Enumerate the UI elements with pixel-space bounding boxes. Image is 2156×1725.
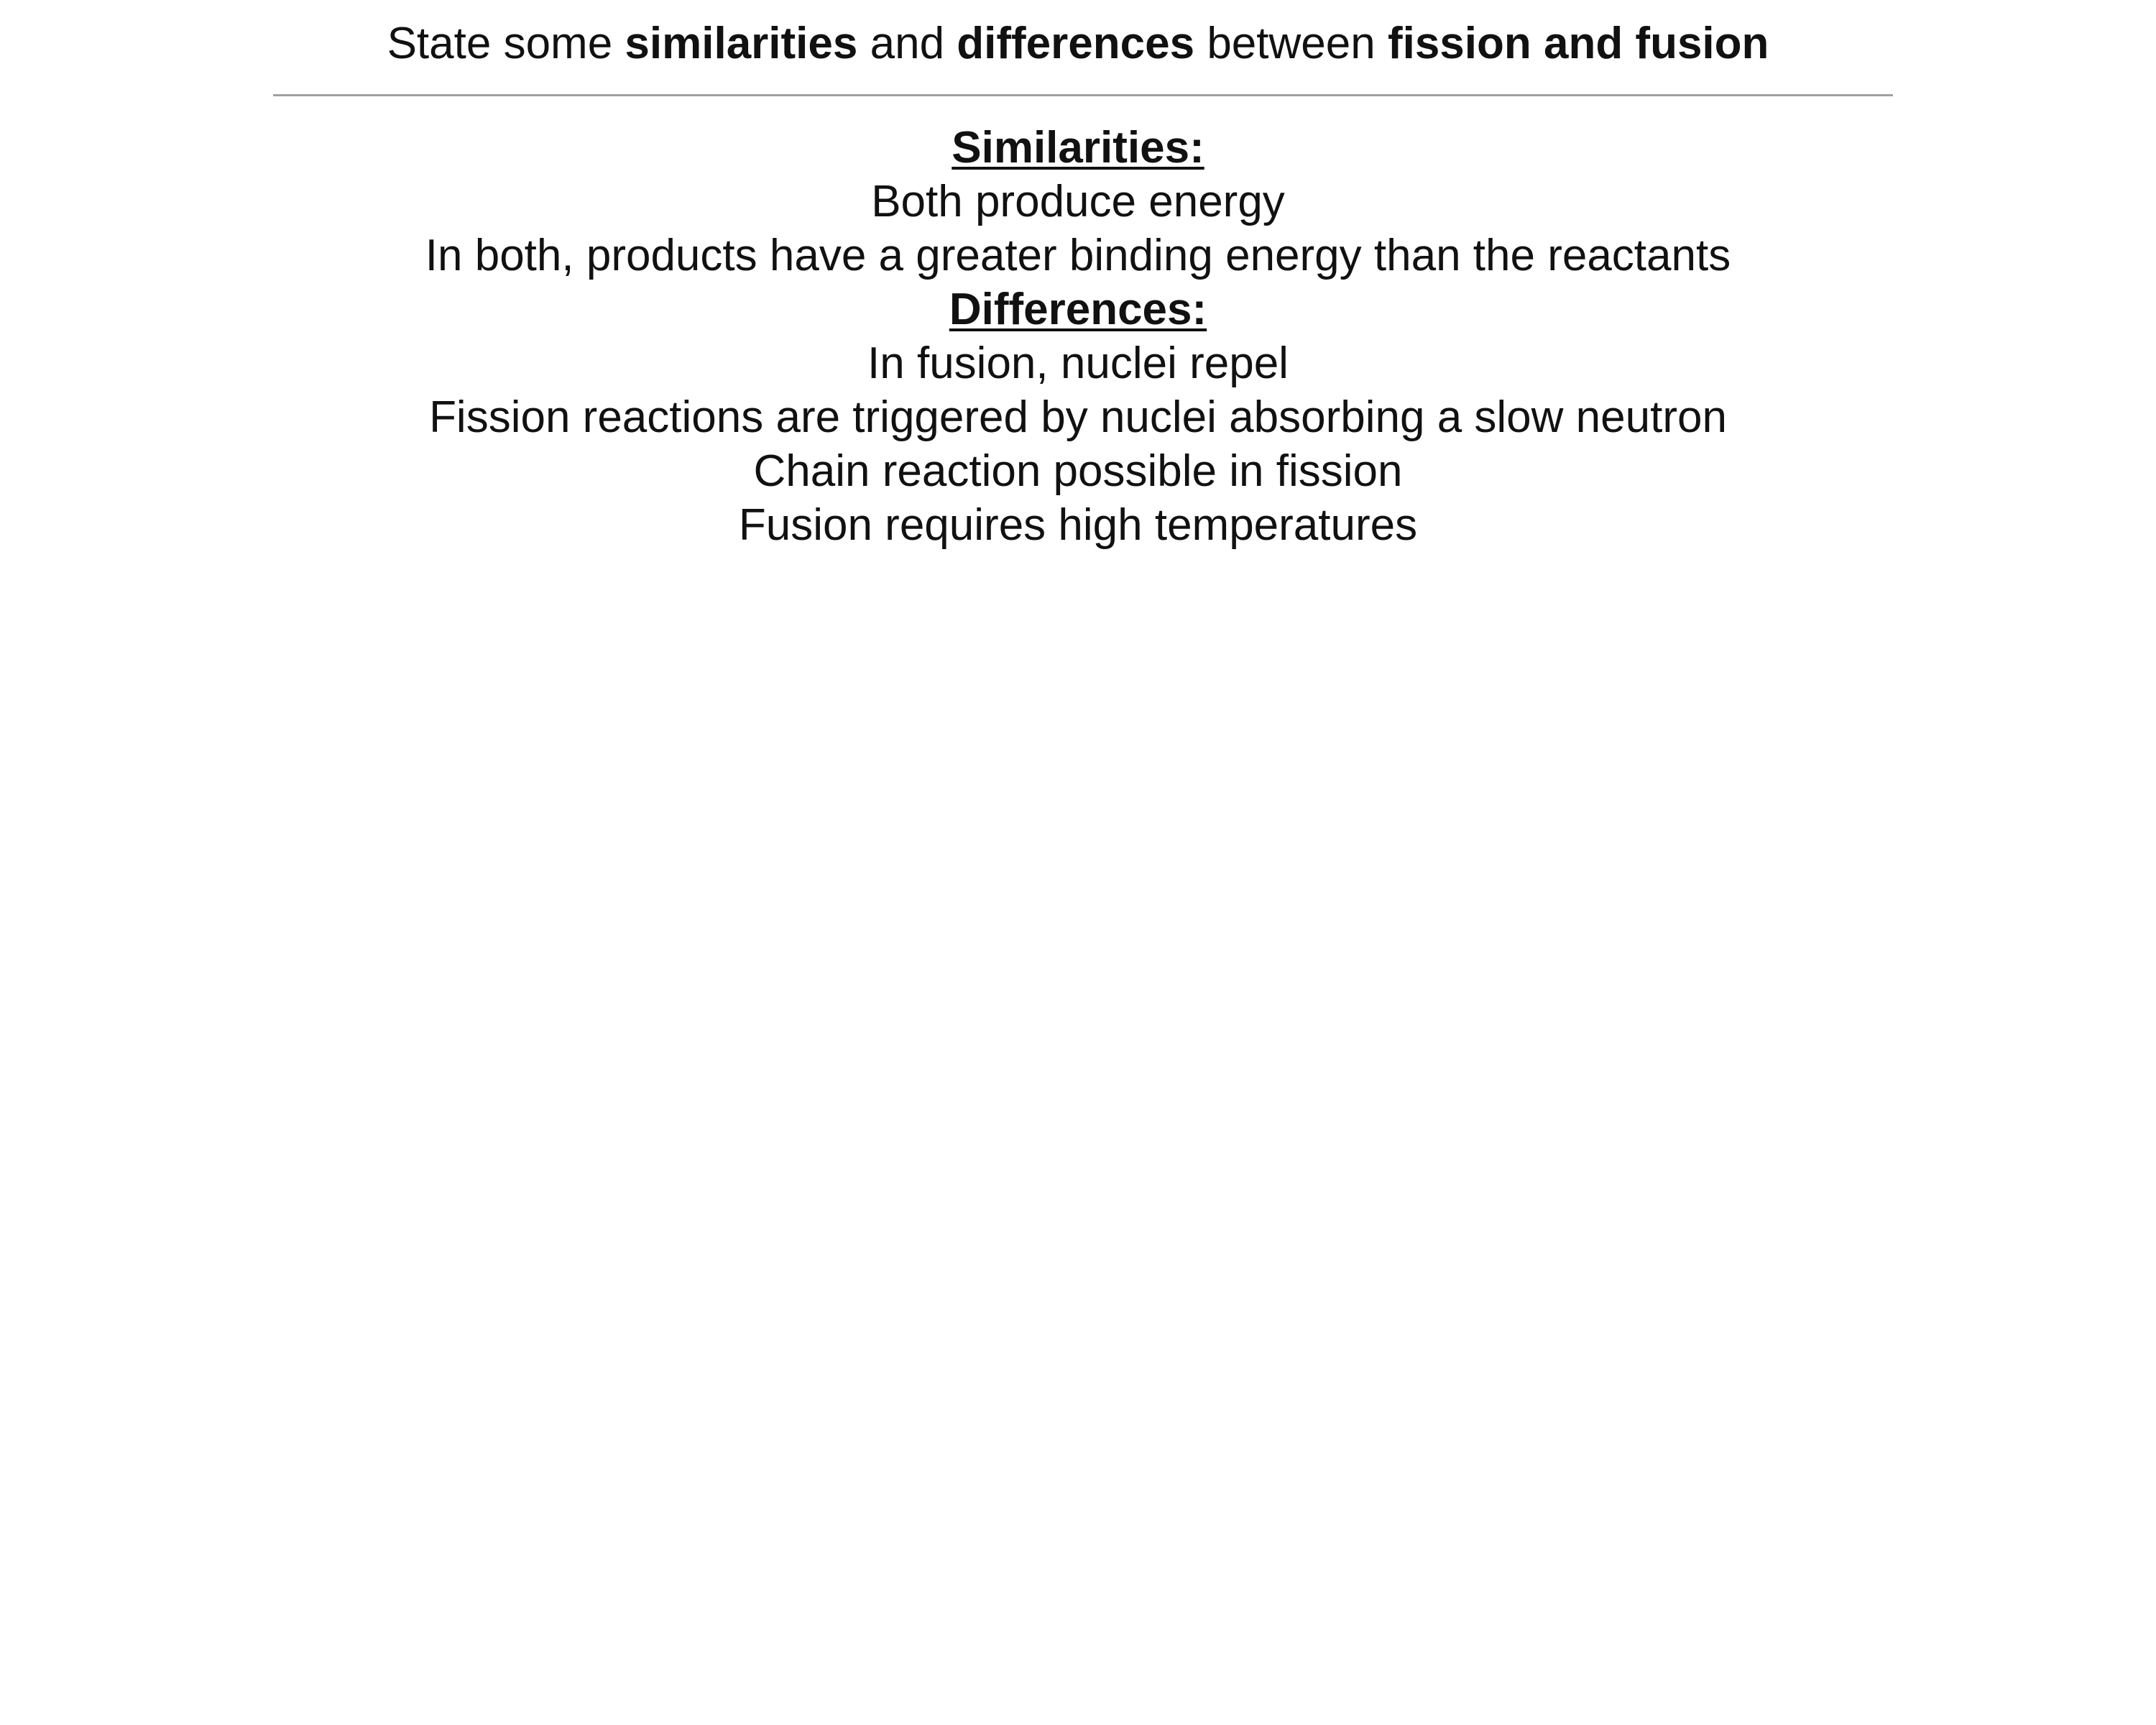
difference-item: Chain reaction possible in fission <box>753 446 1403 496</box>
question-part-plain: and <box>857 19 957 68</box>
question-text <box>0 13 2156 75</box>
question-emphasis-differences: differences <box>957 19 1195 68</box>
question-emphasis-similarities: similarities <box>625 19 858 68</box>
question-part-plain: State some <box>387 19 625 68</box>
differences-heading: Differences: <box>949 285 1207 334</box>
similarity-item: Both produce energy <box>871 177 1285 226</box>
difference-item: Fission reactions are triggered by nuclei absorbing a slow neutron <box>429 392 1727 442</box>
question-emphasis-topic: fission and fusion <box>1387 19 1769 68</box>
similarities-heading: Similarities: <box>952 123 1204 172</box>
difference-item: In fusion, nuclei repel <box>867 339 1289 388</box>
difference-item: Fusion requires high temperatures <box>738 500 1418 550</box>
question-part-plain: between <box>1194 19 1388 68</box>
question-answer-divider <box>273 94 1893 96</box>
answer-text <box>0 121 2156 552</box>
similarity-item: In both, products have a greater binding energy than the reactants <box>425 231 1731 280</box>
